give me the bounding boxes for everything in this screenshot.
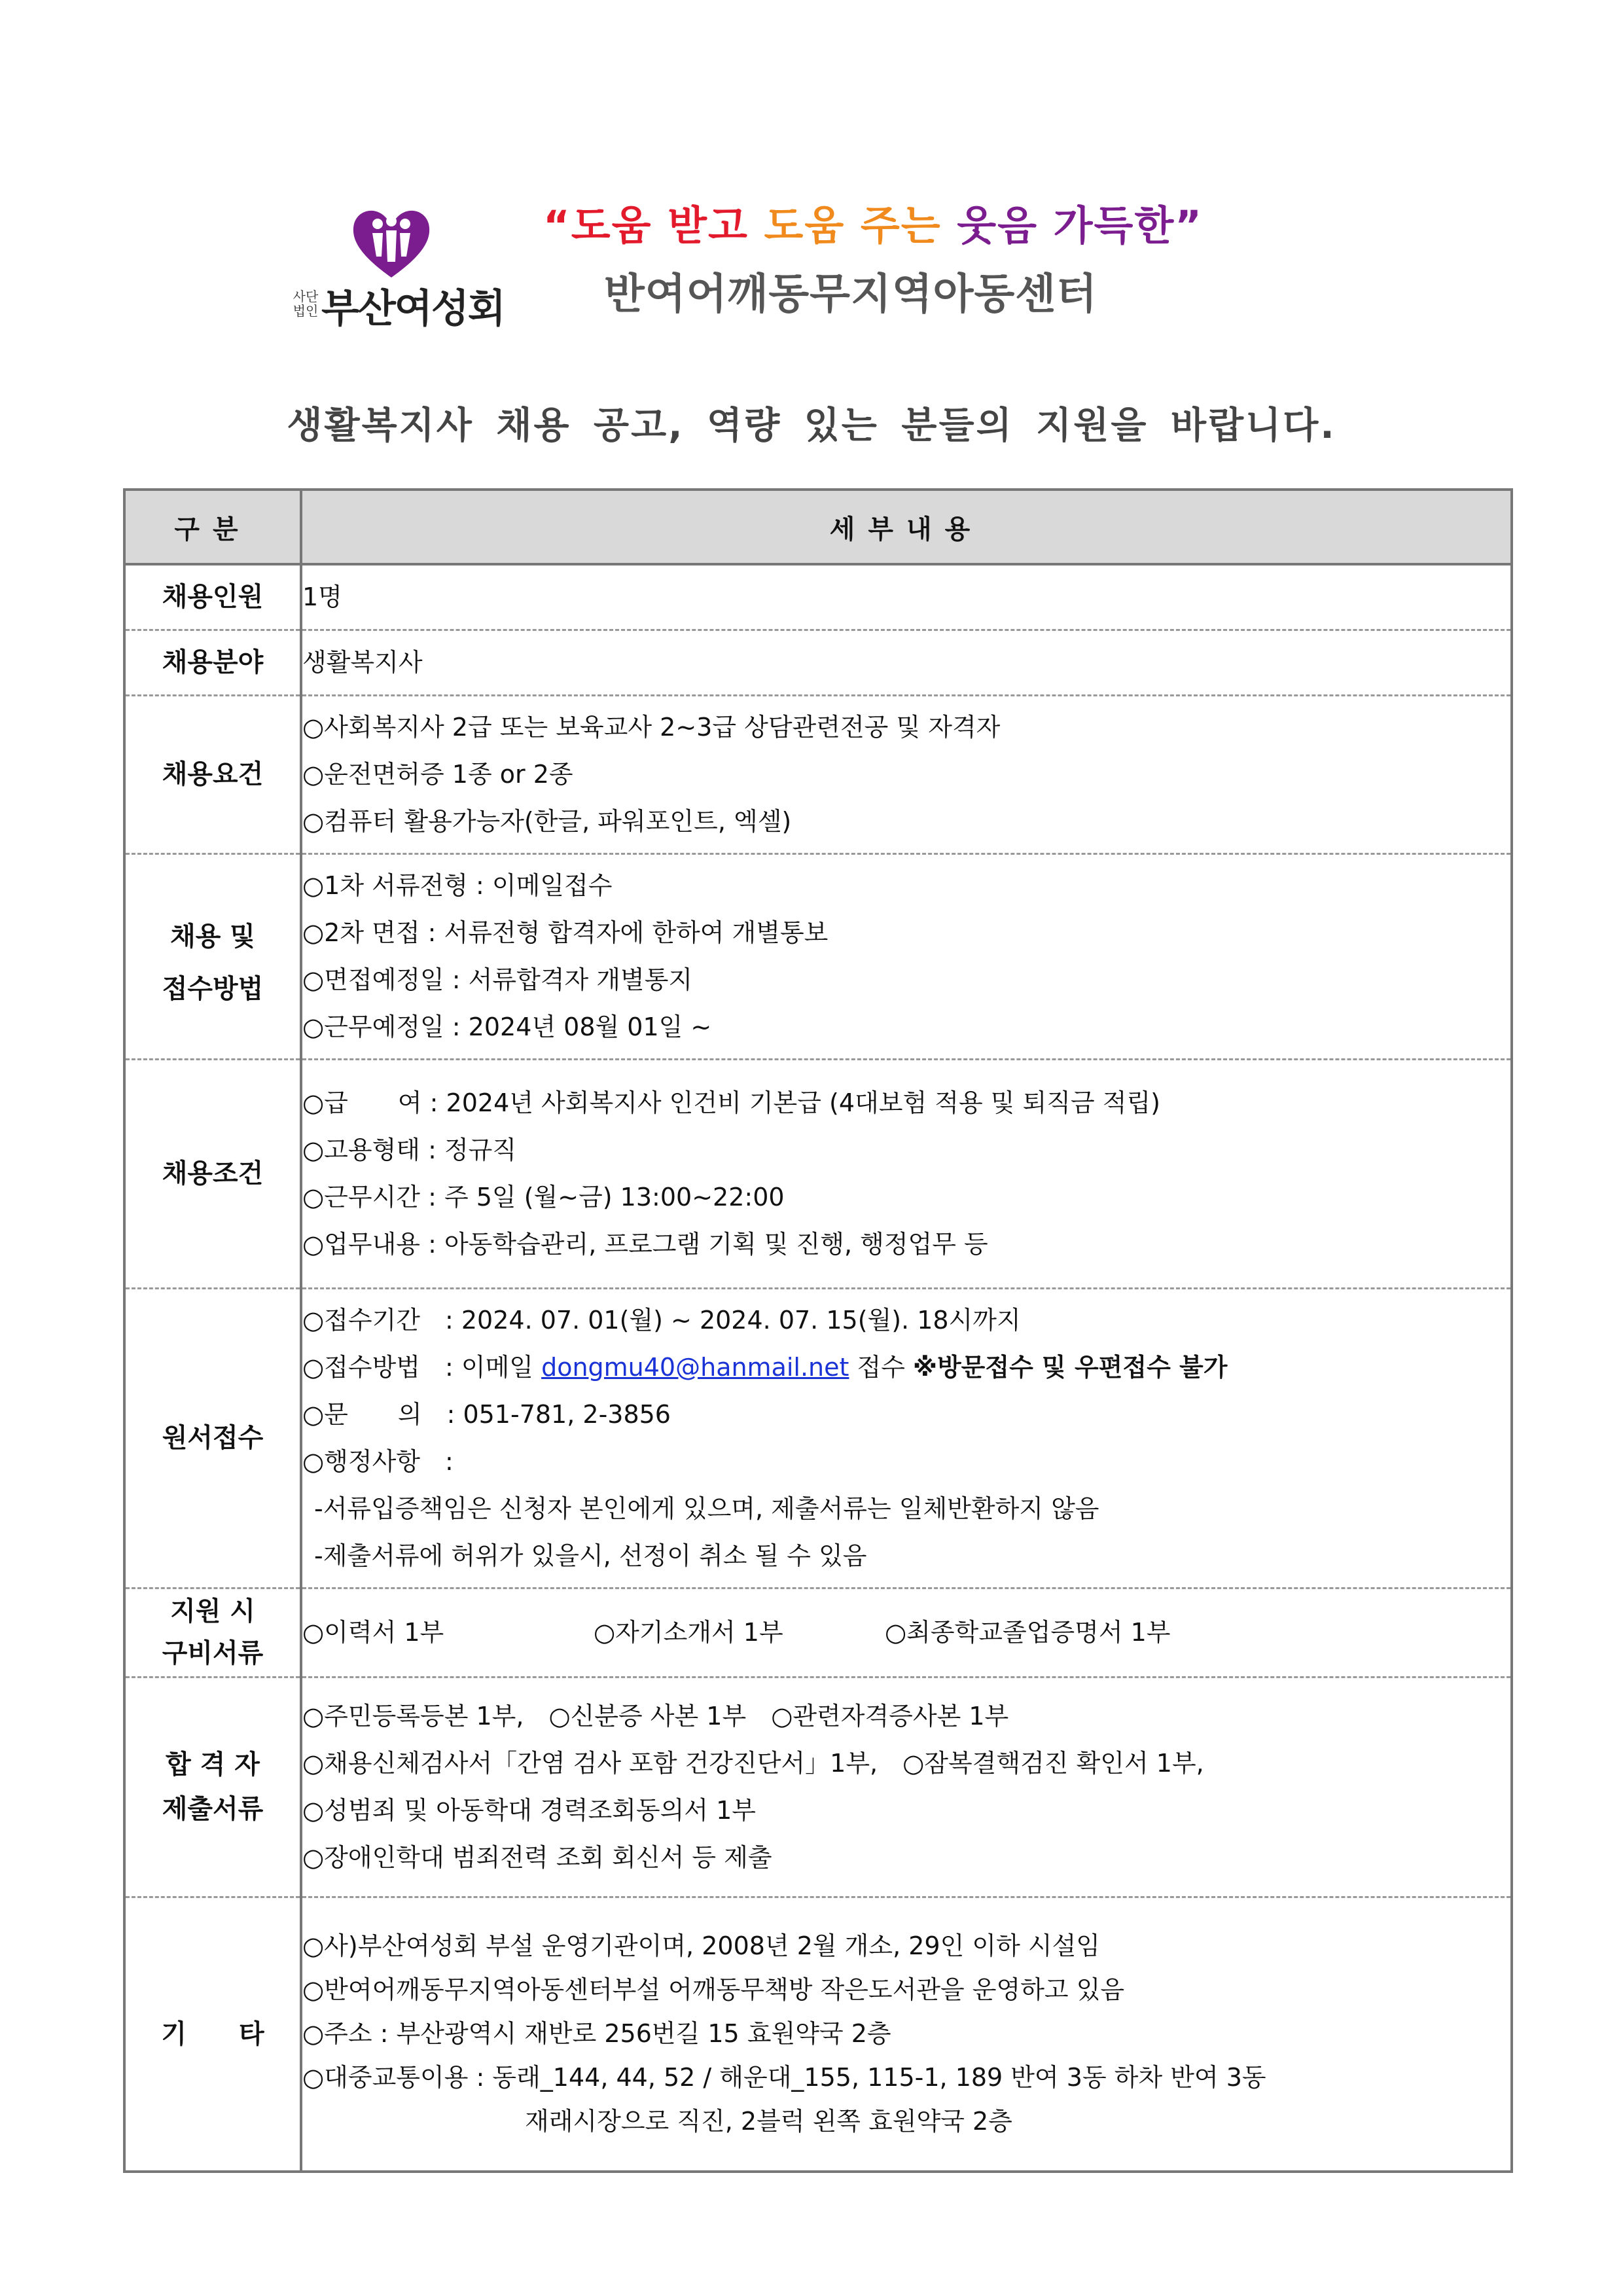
row-value: 생활복지사 (301, 630, 1512, 695)
application-method (302, 1344, 1510, 1391)
other-line-continuation: 재래시장으로 직진, 2블럭 왼쪽 효원약국 2층 (525, 2107, 1012, 2136)
row-label (124, 1677, 301, 1897)
slogan-part-1: 도움 받고 (571, 202, 749, 249)
row-label-line: 지원 시 (170, 1596, 255, 1626)
logo-corporate-prefix: 사단 법인 (293, 289, 319, 319)
submission-line: ○장애인학대 범죄전력 조회 회신서 등 제출 (302, 1843, 772, 1872)
header-category: 구분 (124, 490, 301, 564)
row-label: 채용요건 (124, 695, 301, 853)
header-detail: 세부내용 (301, 490, 1512, 564)
condition-line: ○업무내용 : 아동학습관리, 프로그램 기획 및 진행, 행정업무 등 (302, 1230, 988, 1259)
other-line: ○주소 : 부산광역시 재반로 256번길 15 효원약국 2층 (302, 2019, 891, 2049)
slogan-part-2: 도움 주는 (764, 202, 942, 249)
other-line: ○대중교통이용 : 동래_144, 44, 52 / 해운대_155, 115-1, 189 반여 3동 하차 반여 3동 (302, 2063, 1266, 2092)
required-documents-list (302, 1609, 1510, 1656)
table-header-row (124, 490, 1512, 564)
row-label: 채용조건 (124, 1059, 301, 1288)
submission-line: ○성범죄 및 아동학대 경력조회동의서 1부 (302, 1796, 756, 1825)
application-note-line: -서류입증책임은 신청자 본인에게 있으며, 제출서류는 일체반환하지 않음 (314, 1494, 1099, 1523)
recruitment-table (123, 488, 1513, 2173)
other-line: ○사)부산여성회 부설 운영기관이며, 2008년 2월 개소, 29인 이하 시설임 (302, 1931, 1101, 1961)
row-value: 1명 (301, 564, 1512, 630)
row-value (301, 1288, 1512, 1588)
row-label (124, 1588, 301, 1677)
table-row-successful-documents (124, 1677, 1512, 1897)
no-visit-mail-notice: ※방문접수 및 우편접수 불가 (913, 1353, 1228, 1382)
table-row-other (124, 1897, 1512, 2172)
logo-organization-name: 부산여성회 (321, 286, 505, 332)
document-item: ○이력서 1부 (302, 1618, 444, 1647)
table-row-headcount (124, 564, 1512, 630)
row-value (301, 695, 1512, 853)
row-label-line: 구비서류 (162, 1638, 264, 1668)
requirement-line: ○컴퓨터 활용가능자(한글, 파워포인트, 엑셀) (302, 807, 792, 836)
process-line: ○1차 서류전형 : 이메일접수 (302, 871, 613, 900)
document-item: ○최종학교졸업증명서 1부 (885, 1618, 1171, 1647)
row-value (301, 853, 1512, 1059)
table-row-field (124, 630, 1512, 695)
table-row-process (124, 853, 1512, 1059)
condition-line: ○근무시간 : 주 5일 (월~금) 13:00~22:00 (302, 1183, 785, 1211)
page-headline: 생활복지사 채용 공고, 역량 있는 분들의 지원을 바랍니다. (287, 404, 1336, 447)
row-label-line: 제출서류 (162, 1794, 264, 1824)
condition-line: ○고용형태 : 정규직 (302, 1136, 517, 1164)
application-admin-notes: ○행정사항 : (302, 1447, 454, 1476)
other-line: ○반여어깨동무지역아동센터부설 어깨동무책방 작은도서관을 운영하고 있음 (302, 1975, 1125, 2005)
document-item: ○자기소개서 1부 (594, 1618, 783, 1647)
table-row-requirements (124, 695, 1512, 853)
requirement-line: ○운전면허증 1종 or 2종 (302, 760, 573, 789)
slogan-open-quote: “ (543, 202, 571, 249)
slogan (543, 193, 1263, 251)
center-name: 반여어깨동무지역아동센터 (604, 270, 1097, 319)
row-value (301, 1588, 1512, 1677)
email-link[interactable]: dongmu40@hanmail.net (541, 1353, 849, 1382)
submission-line: ○주민등록등본 1부, ○신분증 사본 1부 ○관련자격증사본 1부 (302, 1702, 1009, 1731)
row-value (301, 1677, 1512, 1897)
row-label-line: 채용 및 (170, 922, 255, 952)
row-label: 채용분야 (124, 630, 301, 695)
table-row-required-documents (124, 1588, 1512, 1677)
row-label: 채용인원 (124, 564, 301, 630)
condition-line: ○급 여 : 2024년 사회복지사 인건비 기본급 (4대보험 적용 및 퇴직금 적립) (302, 1088, 1160, 1117)
table-row-conditions (124, 1059, 1512, 1288)
row-label-line: 합 격 자 (166, 1749, 260, 1780)
application-method-label: ○접수방법 : 이메일 (302, 1353, 542, 1382)
row-label: 기 타 (124, 1897, 301, 2172)
slogan-close-quote: ” (1175, 202, 1204, 249)
application-note-line: -제출서류에 허위가 있을시, 선정이 취소 될 수 있음 (314, 1541, 867, 1570)
table-row-application (124, 1288, 1512, 1588)
process-line: ○면접예정일 : 서류합격자 개별통지 (302, 965, 693, 994)
submission-line: ○채용신체검사서「간염 검사 포함 건강진단서」1부, ○잠복결핵검진 확인서 1부, (302, 1749, 1204, 1778)
row-value (301, 1059, 1512, 1288)
application-period: ○접수기간 : 2024. 07. 01(월) ~ 2024. 07. 15(월). 18시까지 (302, 1306, 1021, 1335)
row-label (124, 853, 301, 1059)
process-line: ○근무예정일 : 2024년 08월 01일 ~ (302, 1013, 712, 1041)
row-value (301, 1897, 1512, 2172)
application-contact: ○문 의 : 051-781, 2-3856 (302, 1400, 671, 1429)
application-method-text: 접수 (849, 1353, 913, 1382)
row-label-line: 접수방법 (162, 974, 264, 1004)
requirement-line: ○사회복지사 2급 또는 보육교사 2~3급 상담관련전공 및 자격자 (302, 713, 1001, 742)
process-line: ○2차 면접 : 서류전형 합격자에 한하여 개별통보 (302, 918, 829, 947)
slogan-part-3: 웃음 가득한 (957, 202, 1175, 249)
row-label: 원서접수 (124, 1288, 301, 1588)
